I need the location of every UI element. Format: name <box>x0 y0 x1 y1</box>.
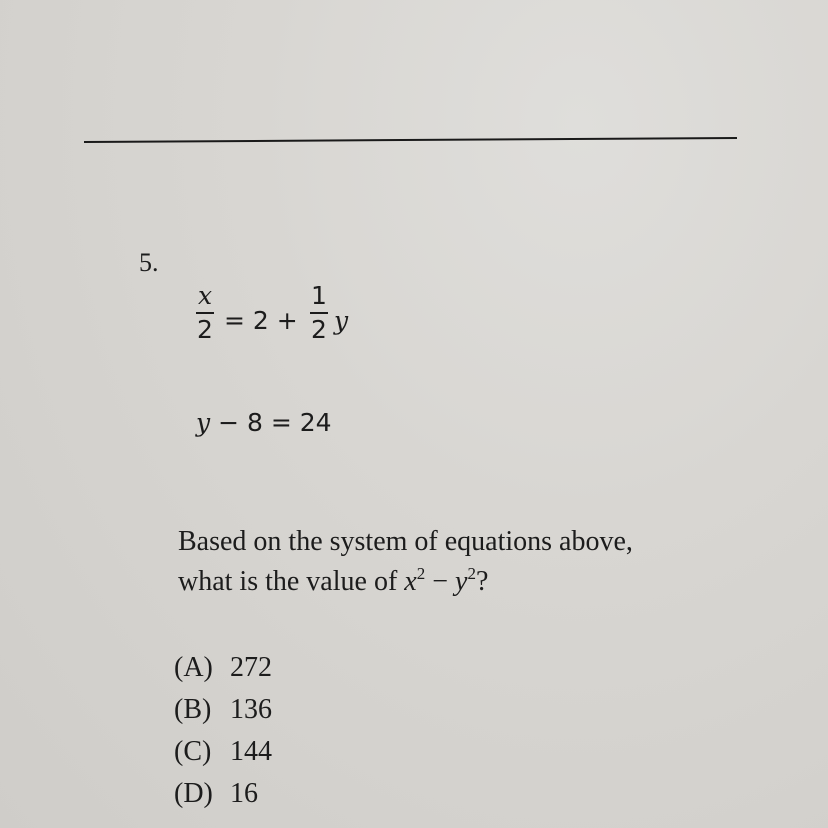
prompt-question-mark: ? <box>475 566 489 597</box>
choice-letter: (B) <box>174 694 212 725</box>
choice-letter: (A) <box>174 652 213 683</box>
question-prompt <box>178 522 633 602</box>
choice-value: 272 <box>230 652 272 683</box>
prompt-text: what is the value of <box>178 566 405 597</box>
divider-line <box>84 137 737 143</box>
fraction-numerator: 1 <box>311 281 327 310</box>
fraction-bar <box>196 312 214 314</box>
fraction-one-half <box>310 282 328 344</box>
prompt-y: y <box>455 566 468 597</box>
choice-letter: (C) <box>174 736 212 767</box>
prompt-line-1: Based on the system of equations above, <box>178 526 633 557</box>
answer-choices <box>174 647 272 815</box>
choice-value: 16 <box>230 778 258 809</box>
equation-variable: y <box>196 408 211 437</box>
prompt-x: x <box>404 566 417 597</box>
choice-value: 144 <box>230 736 272 767</box>
equation-rest: − 8 = 24 <box>210 408 332 437</box>
fraction-x-over-2 <box>196 282 214 344</box>
fraction-denominator: 2 <box>311 315 327 344</box>
prompt-exponent: 2 <box>467 564 476 583</box>
choice-c[interactable] <box>174 731 272 773</box>
fraction-bar <box>310 312 328 314</box>
prompt-minus: − <box>425 566 456 597</box>
choice-value: 136 <box>230 694 272 725</box>
equation-2 <box>196 408 332 437</box>
choice-a[interactable] <box>174 647 272 689</box>
prompt-line-2 <box>178 562 633 602</box>
question-number: 5. <box>139 248 159 277</box>
prompt-exponent: 2 <box>416 564 426 583</box>
fraction-denominator: 2 <box>197 315 213 344</box>
equation-middle: = 2 + <box>224 306 298 335</box>
choice-d[interactable] <box>174 773 272 815</box>
choice-letter: (D) <box>174 778 213 809</box>
equation-tail-variable: y <box>334 306 349 335</box>
fraction-numerator: x <box>197 281 213 310</box>
choice-b[interactable] <box>174 689 272 731</box>
